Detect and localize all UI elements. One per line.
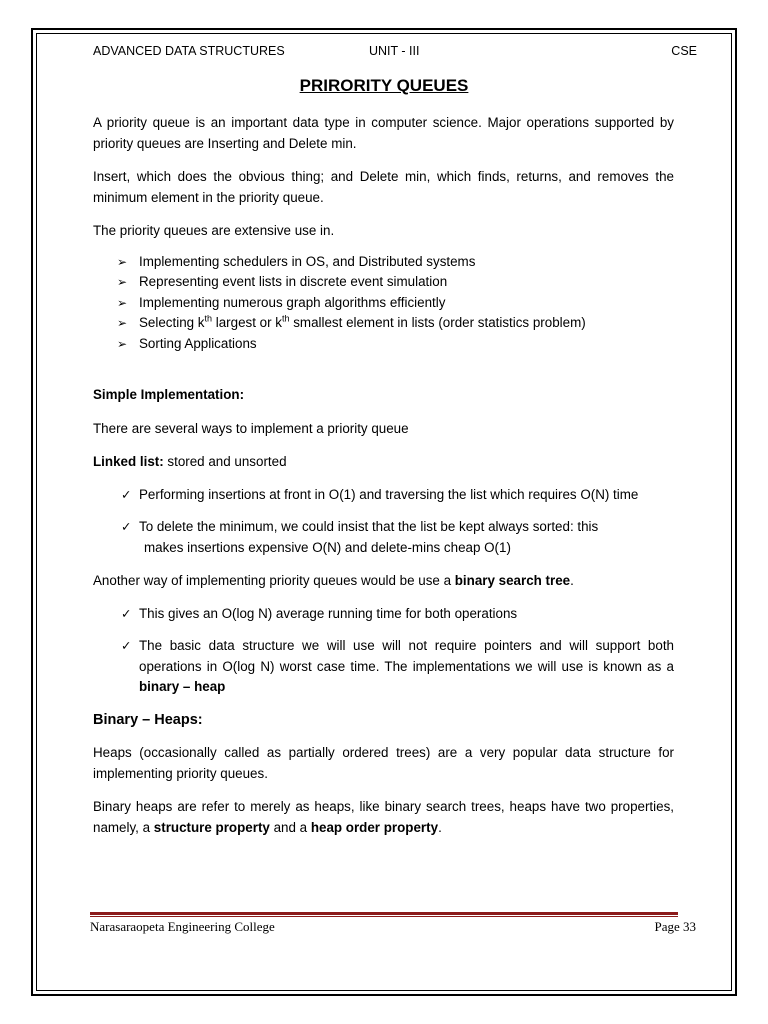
document-body [93,113,674,838]
list-item: ✓ Performing insertions at front in O(1) and traversing the list which requires O(N) time [121,485,674,506]
arrow-bullet-icon: ➢ [117,275,128,289]
list-item: ➢ Selecting $k^{th}$ largest or $k^{th}$ smallest element in lists (order statistics problem) [117,313,674,334]
heaps-paragraph-2: Binary heaps are refer to merely as heaps, like binary search trees, heaps have two properties, namely, a structure property and a heap order property. [93,799,674,835]
list-item: ✓ This gives an O(log N) average running time for both operations [121,604,674,625]
heaps-paragraph-1: Heaps (occasionally called as partially ordered trees) are a very popular data structure for implementing priority queues. [93,745,674,781]
list-item: ➢ Implementing schedulers in OS, and Distributed systems [117,252,674,273]
footer-page-number: Page 33 [654,919,696,934]
checkmark-icon: ✓ [121,639,132,653]
checkmark-icon: ✓ [121,487,132,502]
list-item: ✓ To delete the minimum, we could insist that the list be kept always sorted: this makes insertions expensive O(N) and delete-mins cheap O(1) [121,519,599,555]
bst-points [93,604,674,698]
checkmark-icon: ✓ [121,520,132,534]
bst-paragraph: Another way of implementing priority queues would be use a binary search tree. [93,573,574,588]
arrow-bullet-icon: ➢ [117,254,128,269]
section-heading-binary-heaps: Binary – Heaps: [93,711,203,728]
header-department: CSE [671,44,697,58]
list-item: ➢ Sorting Applications [117,334,674,355]
header-subject: ADVANCED DATA STRUCTURES [93,44,285,58]
intro-paragraph-1: A priority queue is an important data type in computer science. Major operations supported by priority queues are Inserting and Delete min. [93,115,674,151]
page-title: PRIRORITY QUEUES [299,76,469,95]
footer-rule-thick [90,912,678,915]
list-item: ➢ Implementing numerous graph algorithms efficiently [117,293,674,314]
checkmark-icon: ✓ [121,606,132,621]
arrow-bullet-icon: ➢ [117,336,128,351]
list-item: ➢ Representing event lists in discrete event simulation [117,272,674,293]
arrow-bullet-icon: ➢ [117,295,128,310]
uses-list [93,252,674,355]
intro-paragraph-3: The priority queues are extensive use in. [93,223,335,238]
linked-list-points [93,485,674,559]
section-heading-simple: Simple Implementation: [93,387,245,402]
header-unit: UNIT - III [369,44,420,58]
list-item: ✓ The basic data structure we will use will not require pointers and will support both operations in O(log N) worst case time. The implementations we will use is known as a binary – heap [121,638,674,694]
page-header [93,44,697,60]
simple-paragraph: There are several ways to implement a priority queue [93,420,409,436]
intro-paragraph-2: Insert, which does the obvious thing; and Delete min, which finds, returns, and removes the minimum element in the priority queue. [93,169,674,205]
footer-college: Narasaraopeta Engineering College [90,919,275,934]
arrow-bullet-icon: ➢ [117,316,128,330]
footer-rule-thin [90,916,678,917]
linked-list-line: Linked list: stored and unsorted [93,454,287,469]
